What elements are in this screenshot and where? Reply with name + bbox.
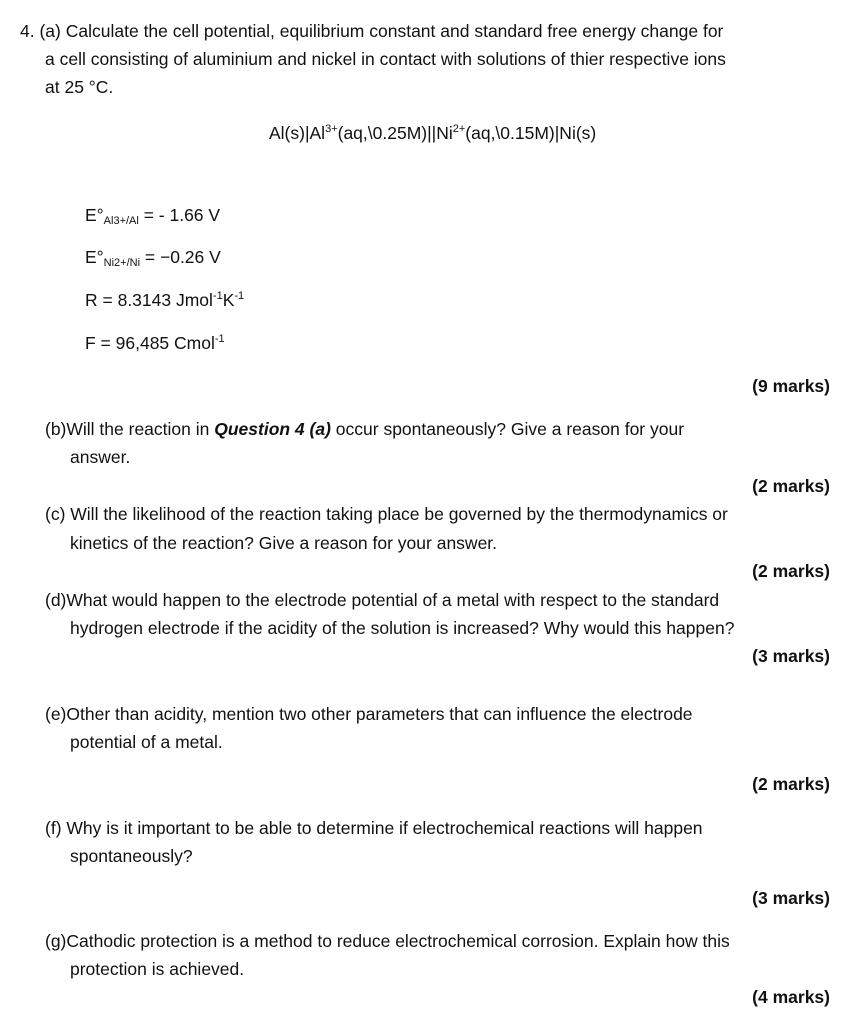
- question-e-line-1: (e)Other than acidity, mention two other parameters that can influence the electrode: [45, 704, 693, 724]
- question-c-line-2: kinetics of the reaction? Give a reason for your answer.: [70, 533, 498, 553]
- question-4a-line-2: a cell consisting of aluminium and nickel in contact with solutions of thier respective ions: [45, 49, 726, 69]
- question-d-line-1: (d)What would happen to the electrode potential of a metal with respect to the standard: [45, 590, 720, 610]
- marks-f: (3 marks): [752, 888, 830, 908]
- marks-b: (2 marks): [752, 476, 830, 496]
- question-g-line-1: (g)Cathodic protection is a method to reduce electrochemical corrosion. Explain how this: [45, 931, 730, 951]
- question-label-c: (c): [45, 504, 66, 524]
- question-e-line-2: potential of a metal.: [70, 732, 223, 752]
- question-4a-line-1: [20, 17, 723, 45]
- marks-g: (4 marks): [752, 987, 830, 1007]
- marks-c: (2 marks): [752, 561, 830, 581]
- question-g-line-2: protection is achieved.: [70, 959, 245, 979]
- question-label-g: (g): [45, 931, 67, 951]
- question-number: 4.: [20, 21, 35, 41]
- question-b-line-1: (b)Will the reaction in Question 4 (a) occur spontaneously? Give a reason for your: [45, 419, 685, 439]
- constant-r: R = 8.3143 $Jmol^{-1}K^{-1}$: [85, 290, 245, 310]
- question-label-b: (b): [45, 419, 67, 439]
- constant-e-ni: $E^\circ_{Ni2+/Ni} = -0.26$ V: [85, 247, 221, 269]
- question-4a-text-1: Calculate the cell potential, equilibrium constant and standard free energy change for: [65, 21, 724, 41]
- question-label-f: (f): [45, 818, 62, 838]
- question-reference: Question 4 (a): [214, 419, 331, 439]
- question-label-e: (e): [45, 704, 67, 724]
- question-label-d: (d): [45, 590, 67, 610]
- marks-d: (3 marks): [752, 646, 830, 666]
- marks-4a: (9 marks): [752, 376, 830, 396]
- constant-f: F = 96,485 Cmol$^{-1}$: [85, 333, 225, 353]
- constant-e-al: $E^\circ_{Al3+/Al}$ = - 1.66 V: [85, 205, 221, 227]
- cell-notation: $Al(s)|Al^{3+}(aq,\backslash 0.25M)||Ni^{2+}(aq,\backslash 0.15M)|Ni(s)$: [269, 123, 597, 143]
- question-d-line-2: hydrogen electrode if the acidity of the solution is increased? Why would this happen?: [70, 618, 735, 638]
- question-f-line-2: spontaneously?: [70, 846, 193, 866]
- question-label-a: (a): [39, 21, 61, 41]
- question-b-line-2: answer.: [70, 447, 131, 467]
- marks-e: (2 marks): [752, 774, 830, 794]
- question-f-line-1: (f) Why is it important to be able to determine if electrochemical reactions will happen: [45, 818, 703, 838]
- question-c-line-1: (c) Will the likelihood of the reaction taking place be governed by the thermodynamics or: [45, 504, 728, 524]
- question-4a-line-3: at 25 °C.: [45, 77, 114, 97]
